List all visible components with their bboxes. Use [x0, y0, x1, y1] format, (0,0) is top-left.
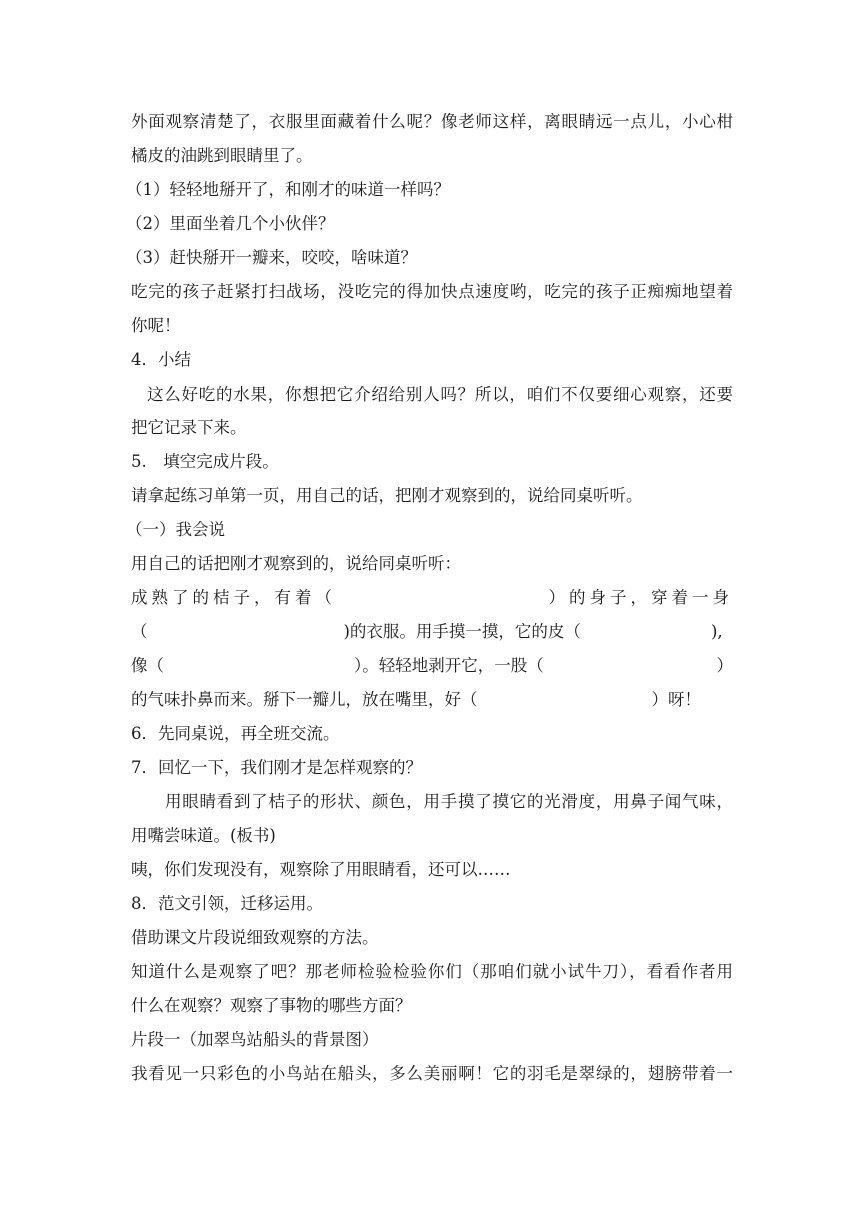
- fill-line-1: [131, 588, 733, 608]
- fill-text: 的气味扑鼻而来。掰下一瓣儿，放在嘴里，好（: [131, 690, 478, 709]
- text-line: 这么好吃的水果，你想把它介绍给别人吗？所以，咱们不仅要细心观察，还要: [147, 385, 733, 404]
- text-line: 用嘴尝味道。(板书): [131, 826, 276, 845]
- fill-line-2: [131, 622, 733, 642]
- text-line: 我看见一只彩色的小鸟站在船头，多么美丽啊！它的羽毛是翠绿的，翅膀带着一: [131, 1064, 733, 1083]
- fill-text: )的衣服。用手摸一摸，它的皮（: [343, 622, 581, 641]
- text-line: 借助课文片段说细致观察的方法。: [131, 928, 379, 947]
- fill-text: （: [131, 622, 148, 641]
- section-heading-4: 4．小结: [131, 350, 191, 369]
- text-line: 什么在观察？观察了事物的哪些方面？: [131, 996, 412, 1015]
- blank-space: [336, 588, 548, 608]
- section-heading-7: 7．回忆一下，我们刚才是怎样观察的？: [131, 758, 422, 777]
- fill-text: ),: [710, 622, 723, 641]
- fill-text: ）呀！: [651, 690, 701, 709]
- fill-text: ）。轻轻地剥开它，一股（: [354, 656, 544, 675]
- question-1: （1）轻轻地掰开了，和刚才的味道一样吗？: [126, 180, 450, 199]
- section-heading-6: 6．先同桌说，再全班交流。: [131, 724, 340, 743]
- passage-title: 片段一（加翠鸟站船头的背景图）: [131, 1030, 379, 1049]
- text-line: 橘皮的油跳到眼睛里了。: [131, 146, 313, 165]
- text-line: 知道什么是观察了吧？那老师检验检验你们（那咱们就小试牛刀），看看作者用: [131, 962, 733, 981]
- text-line: 用眼睛看到了桔子的形状、颜色，用手摸了摸它的光滑度，用鼻子闻气味，: [165, 792, 733, 811]
- fill-text: [131, 656, 544, 676]
- text-line: 请拿起练习单第一页，用自己的话，把刚才观察到的，说给同桌听听。: [131, 486, 643, 505]
- section-heading-8: 8．范文引领，迁移运用。: [131, 894, 323, 913]
- section-heading-5: 5. 填空完成片段。: [131, 452, 279, 471]
- question-3: （3）赶快掰开一瓣来，咬咬，啥味道？: [126, 248, 417, 267]
- fill-text: ）的身子，穿着一身: [548, 588, 733, 607]
- text-line: 把它记录下来。: [131, 418, 247, 437]
- question-2: （2）里面坐着几个小伙伴？: [126, 214, 335, 233]
- text-line: 用自己的话把刚才观察到的，说给同桌听听：: [131, 554, 461, 573]
- fill-text: 像（: [131, 656, 164, 675]
- subheading: （一）我会说: [126, 520, 225, 539]
- fill-line-4: [131, 690, 733, 710]
- fill-line-3: [131, 656, 733, 676]
- text-line: 吃完的孩子赶紧打扫战场，没吃完的得加快点速度哟，吃完的孩子正痴痴地望着: [131, 282, 733, 301]
- text-line: 咦，你们发现没有，观察除了用眼睛看，还可以……: [131, 860, 511, 879]
- fill-text: 成熟了的桔子，有着（: [131, 588, 336, 607]
- blank-space: [545, 656, 715, 676]
- text-line: 你呢！: [131, 316, 181, 335]
- text-line: 外面观察清楚了，衣服里面藏着什么呢？像老师这样，离眼睛远一点儿，小心柑: [131, 112, 733, 131]
- fill-text: ）: [716, 656, 733, 675]
